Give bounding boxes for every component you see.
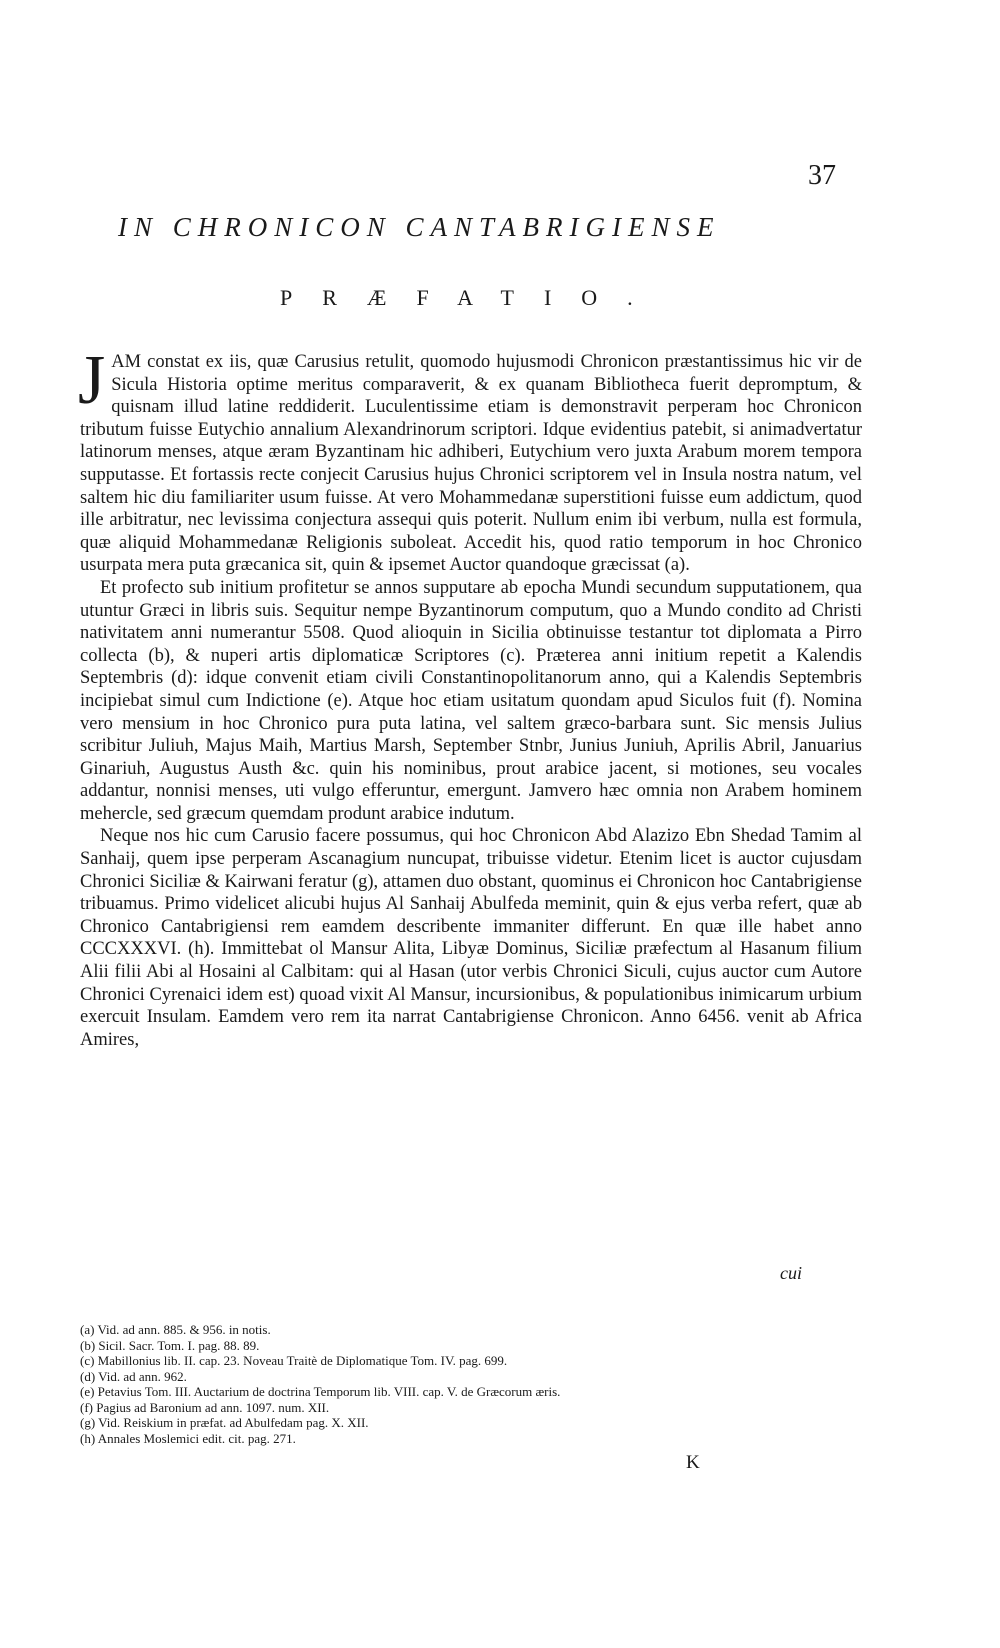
body-text	[78, 342, 862, 1051]
paragraph-3: Neque nos hic cum Carusio facere possumus, qui hoc Chronicon Abd Alazizo Ebn Shedad Tamim al Sanhaij, quem ipse perperam Ascanagium nuncupat, tribuisse videtur. Etenim licet is auctor cujusdam Chronici Siciliæ & Kairwani feratur (g), attamen duo obstant, quominus ei Chronicon hoc Cantabrigiense tribuamus. Primo videlicet alicubi hujus Al Sanhaij Abulfeda meminit, quin & ejus verba refert, quæ ab Chronico Cantabrigiensi rem eamdem describente immaniter differunt. En quæ ille habet anno CCCXXXVI. (h). Immittebat ol Mansur Alita, Libyæ Dominus, Siciliæ præfectum al Hasanum filium Alii filii Abi al Hosaini al Calbitam: qui al Hasan (utor verbis Chronici Siculi, cujus auctor cum Autore Chronici Cyrenaici idem est) quoad vixit Al Mansur, incursionibus, & populationibus inimicarum urbium exercuit Insulam. Eamdem vero rem ita narrat Cantabrigiense Chronicon. Anno 6456. venit ab Africa Amires,	[80, 826, 862, 1050]
footnote: (a) Vid. ad ann. 885. & 956. in notis.	[80, 1322, 271, 1337]
signature-mark: K	[686, 1452, 700, 1473]
footnote: (f) Pagius ad Baronium ad ann. 1097. num. XII.	[80, 1399, 330, 1415]
page-subtitle: PRÆFATIO.	[280, 285, 663, 310]
footnote: (h) Annales Moslemici edit. cit. pag. 271.	[80, 1430, 296, 1446]
paragraph-1	[78, 342, 862, 577]
paragraph-1-text: AM constat ex iis, quæ Carusius retulit, quomodo hujusmodi Chronicon præstantissimus hic vir de Sicula Historia optime meritus comparaverit, & ex quanam Bibliotheca fuerit depromptum, & quisnam illud latine reddiderit. Luculentissime etiam is demonstravit perperam hoc Chronicon tributum fuisse Eutychio annalium Alexandrinorum scriptori. Idque evidentius patebit, si animadvertatur latinorum menses, atque æram Byzantinam hic adhiberi, Eutychium vero juxta Arabum morem tempora supputasse. Et fortassis recte conjecit Carusius hujus Chronici scriptorem vel in Insula nostra natum, vel saltem hic diu familiariter usum fuisse. At vero Mohammedanæ superstitioni fuisse eum addictum, quod ille arbitratur, nec levissima conjectura assequi quis poterit. Nullum enim ibi verbum, nulla est formula, quæ aliquid Mohammedanæ Religionis suboleat. Accedit his, quod ratio temporum in hoc Chronico usurpata mera puta græcanica sit, quin & ipsemet Auctor quandoque græcissat (a).	[80, 352, 862, 576]
footnote: (b) Sicil. Sacr. Tom. I. pag. 88. 89.	[80, 1337, 260, 1353]
drop-cap: J	[78, 342, 106, 419]
paragraph-2: Et profecto sub initium profitetur se annos supputare ab epocha Mundi secundum supputationem, qua utuntur Græci in libris suis. Sequitur nempe Byzantinorum computum, quo a Mundo condito ad Christi nativitatem anni numerantur 5508. Quod alioquin in Sicilia obtinuisse testantur tot diplomata a Pirro collecta (b), & nuperi artis diplomaticæ Scriptores (c). Præterea anni initium repetit a Kalendis Septembris (d): idque convenit etiam civili Constantinopolitanorum anno, qui a Kalendis Septembris incipiebat simul cum Indictione (e). Atque hoc etiam usitatum quondam apud Siculos fuit (f). Nomina vero mensium in hoc Chronico pura puta latina, vel saltem græco-barbara sunt. Sic mensis Julius scribitur Juliuh, Majus Maih, Martius Marsh, September Stnbr, Junius Juniuh, Aprilis Abril, Januarius Ginariuh, Augustus Austh &c. quin his nominibus, prout arabice jacent, si motiones, seu vocales addantur, nonnisi menses, uti vulgo efferuntur, emergunt. Jamvero hæc omnia non Arabem hominem mehercle, sed græcum quemdam produnt arabice indutum.	[80, 577, 862, 824]
footnote: (g) Vid. Reiskium in præfat. ad Abulfedam pag. X. XII.	[80, 1415, 369, 1430]
footnote: (c) Mabillonius lib. II. cap. 23. Noveau Traitè de Diplomatique Tom. IV. pag. 699.	[80, 1353, 508, 1368]
page-number: 37	[808, 160, 836, 191]
catchword: cui	[780, 1263, 802, 1283]
footnote: (d) Vid. ad ann. 962.	[80, 1368, 187, 1384]
footnote: (e) Petavius Tom. III. Auctarium de doctrina Temporum lib. VIII. cap. V. de Græcorum æris.	[80, 1384, 561, 1399]
footnotes	[80, 1322, 800, 1446]
page-title: IN CHRONICON CANTABRIGIENSE	[118, 212, 721, 242]
